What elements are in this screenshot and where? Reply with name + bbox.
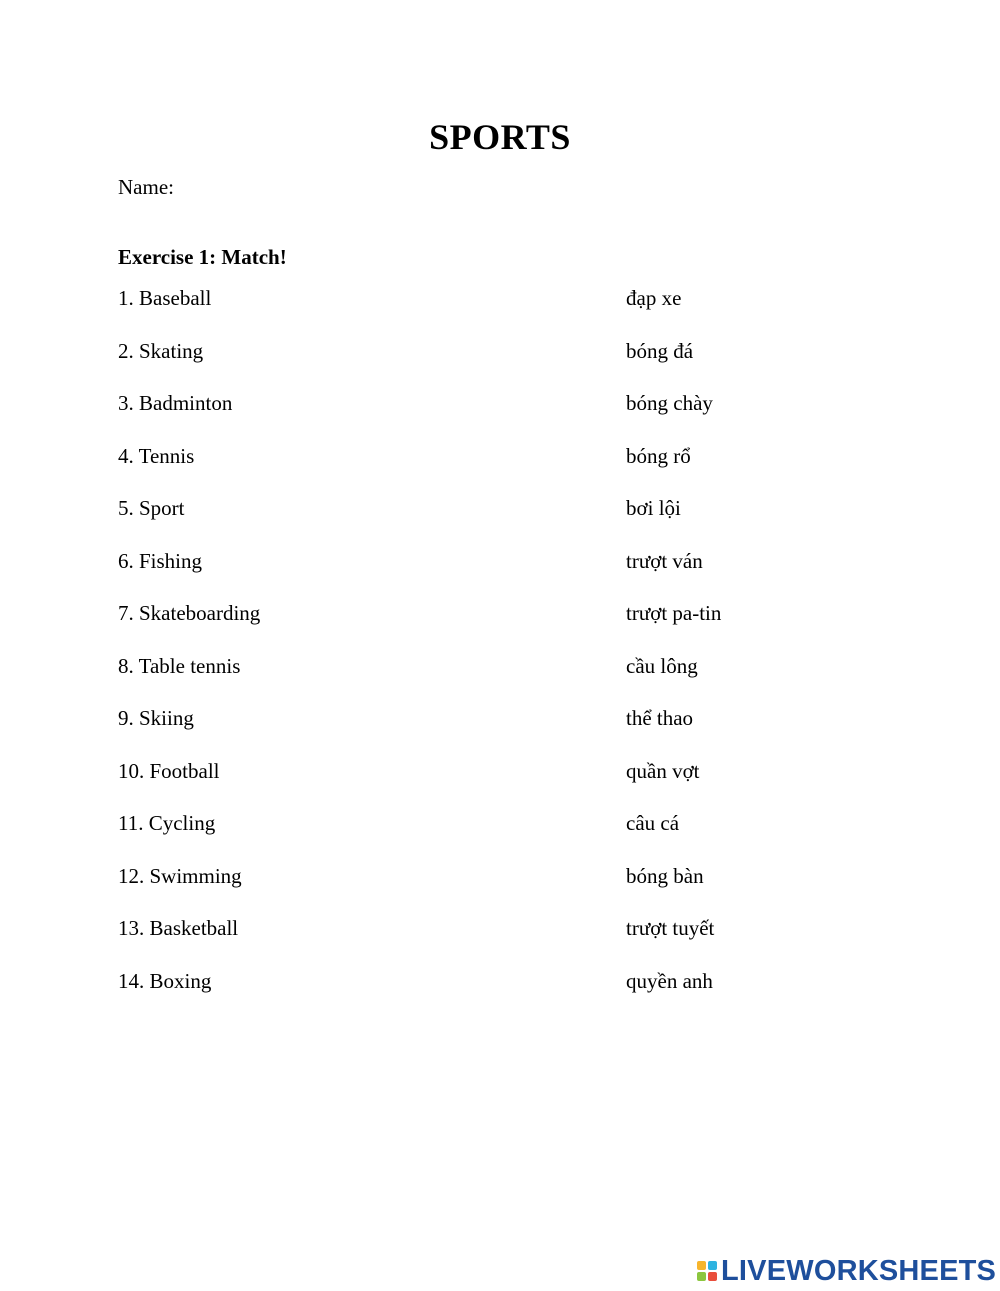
match-row [118, 654, 818, 707]
name-label: Name: [118, 175, 174, 199]
english-term: 2. Skating [118, 338, 204, 363]
vietnamese-term: thể thao [626, 706, 694, 730]
vietnamese-term: đạp xe [626, 286, 682, 310]
vietnamese-term: trượt ván [626, 548, 703, 573]
english-term: 4. Tennis [118, 443, 195, 468]
vietnamese-term: trượt tuyết [626, 916, 715, 940]
english-term: 1. Baseball [118, 286, 212, 310]
vietnamese-term: bóng chày [626, 391, 713, 415]
match-row [118, 916, 818, 969]
match-row [118, 811, 818, 864]
liveworksheets-logo-icon [697, 1261, 717, 1281]
match-row [118, 444, 818, 497]
vietnamese-term: quần vợt [626, 758, 700, 783]
english-term: 7. Skateboarding [118, 601, 261, 625]
brand-text: LIVEWORKSHEETS [721, 1254, 997, 1287]
vietnamese-term: bóng bàn [626, 863, 704, 888]
match-row [118, 969, 818, 1022]
vietnamese-term: bóng rổ [626, 443, 691, 468]
match-row [118, 864, 818, 917]
vietnamese-term: quyền anh [626, 968, 713, 993]
match-row [118, 601, 818, 654]
match-list [118, 286, 818, 1021]
liveworksheets-brand[interactable] [697, 1255, 996, 1287]
english-term: 13. Basketball [118, 916, 239, 940]
vietnamese-term: bơi lội [626, 496, 681, 520]
english-term: 11. Cycling [118, 811, 216, 835]
match-row [118, 339, 818, 392]
match-row [118, 286, 818, 339]
match-row [118, 391, 818, 444]
match-row [118, 496, 818, 549]
page-title: SPORTS [429, 117, 571, 157]
vietnamese-term: cầu lông [626, 653, 698, 678]
vietnamese-term: trượt pa-tin [626, 601, 722, 625]
english-term: 3. Badminton [118, 391, 233, 415]
match-row [118, 759, 818, 812]
english-term: 10. Football [118, 758, 220, 783]
english-term: 6. Fishing [118, 548, 203, 573]
english-term: 8. Table tennis [118, 653, 241, 678]
english-term: 14. Boxing [118, 968, 212, 993]
vietnamese-term: câu cá [626, 811, 680, 835]
english-term: 12. Swimming [118, 863, 242, 888]
match-row [118, 549, 818, 602]
english-term: 5. Sport [118, 496, 185, 520]
vietnamese-term: bóng đá [626, 338, 694, 363]
exercise-heading: Exercise 1: Match! [118, 245, 287, 269]
english-term: 9. Skiing [118, 706, 194, 730]
match-row [118, 706, 818, 759]
